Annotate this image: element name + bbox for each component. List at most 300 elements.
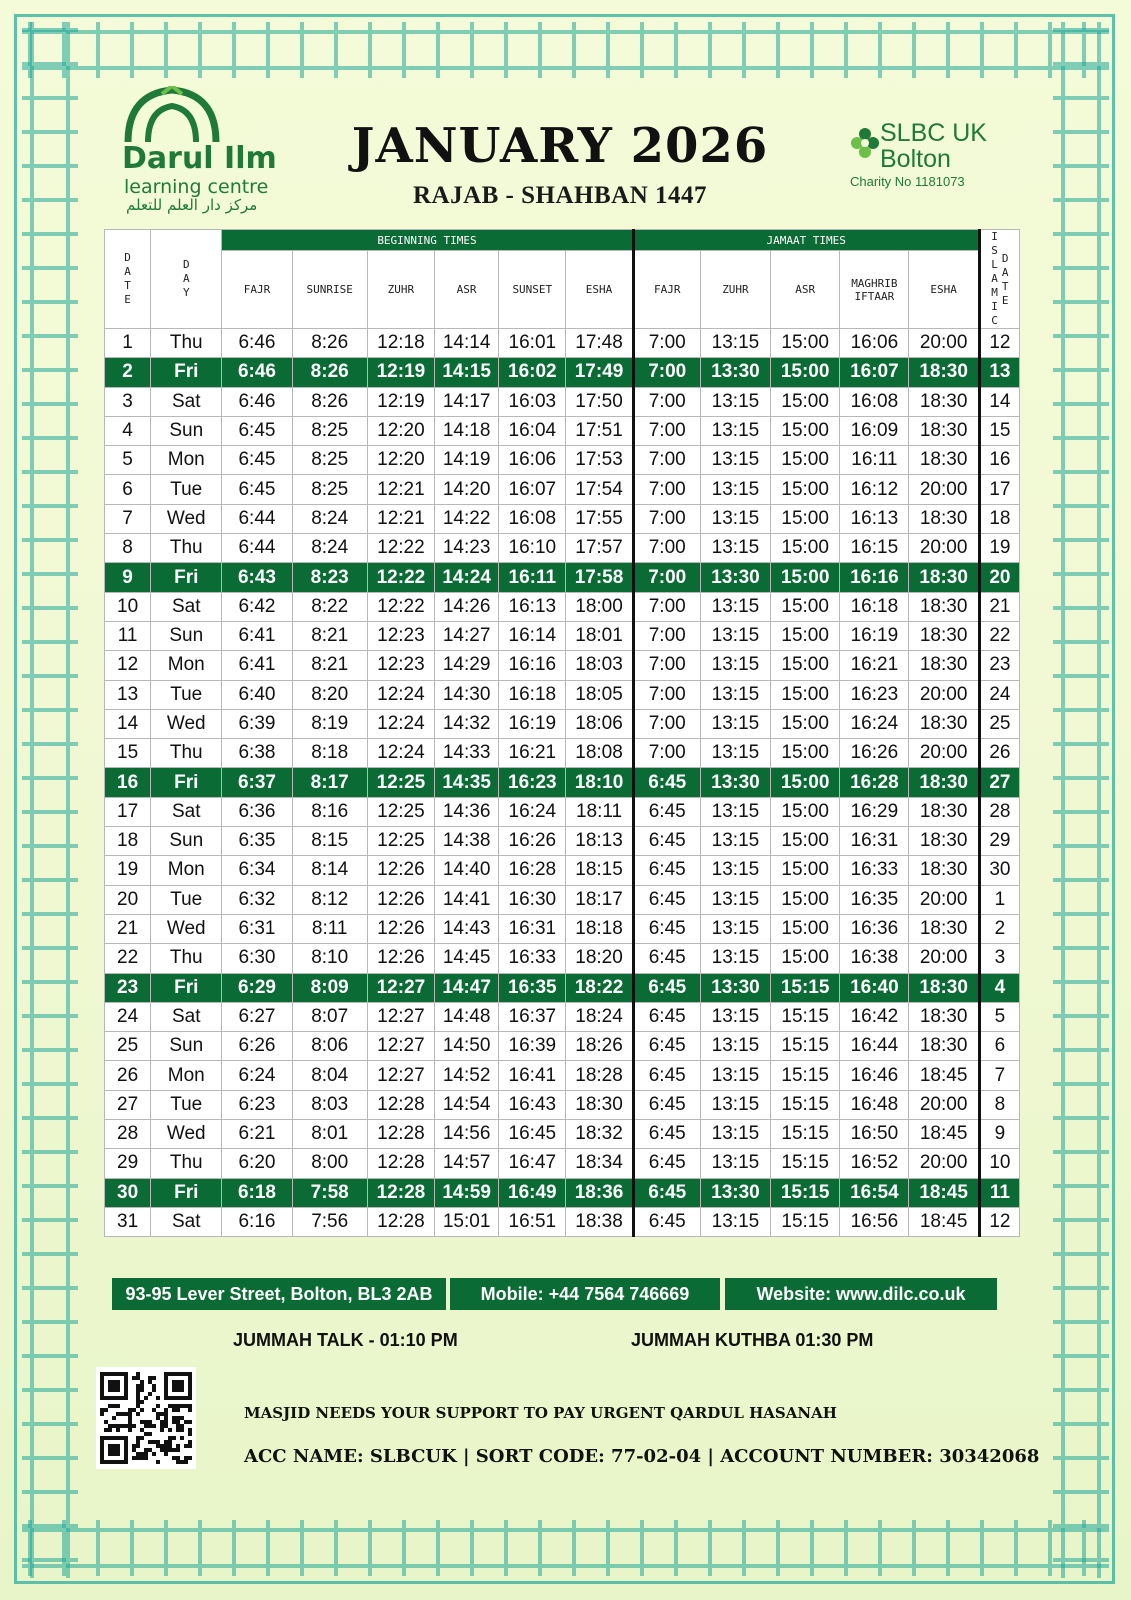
table-cell: 5: [105, 446, 151, 475]
table-cell: 14:47: [435, 973, 499, 1002]
group-header-beginning: BEGINNING TIMES: [222, 230, 633, 251]
table-cell: 16:14: [499, 621, 566, 650]
table-cell: Tue: [151, 885, 222, 914]
table-cell: 13: [105, 680, 151, 709]
table-cell: 8:10: [292, 944, 367, 973]
table-cell: Fri: [151, 1178, 222, 1207]
table-cell: 7:56: [292, 1207, 367, 1236]
table-cell: 28: [979, 797, 1019, 826]
table-cell: 16:48: [840, 1090, 909, 1119]
table-cell: 16:23: [499, 768, 566, 797]
table-cell: 8:25: [292, 475, 367, 504]
table-cell: 14:15: [435, 358, 499, 387]
table-cell: 6:45: [633, 885, 700, 914]
table-cell: Wed: [151, 504, 222, 533]
table-cell: 18:28: [566, 1061, 633, 1090]
table-cell: 18:17: [566, 885, 633, 914]
table-cell: 16:21: [499, 739, 566, 768]
table-cell: 18:30: [909, 504, 979, 533]
table-cell: 16:38: [840, 944, 909, 973]
table-row: [105, 1120, 1020, 1149]
table-cell: 12:19: [367, 387, 434, 416]
table-cell: 14:36: [435, 797, 499, 826]
table-row: [105, 914, 1020, 943]
table-cell: 12:18: [367, 329, 434, 358]
table-cell: 27: [105, 1090, 151, 1119]
table-cell: 14:40: [435, 856, 499, 885]
table-cell: 7:00: [633, 621, 700, 650]
table-cell: 12:27: [367, 973, 434, 1002]
table-cell: 16:21: [840, 651, 909, 680]
table-cell: 14:27: [435, 621, 499, 650]
table-cell: 16:16: [840, 563, 909, 592]
table-cell: 6:45: [633, 944, 700, 973]
table-cell: 13:15: [700, 534, 770, 563]
arch-logo-icon: [122, 86, 222, 144]
table-cell: 7:00: [633, 475, 700, 504]
table-cell: 18:26: [566, 1032, 633, 1061]
table-cell: 6:45: [633, 914, 700, 943]
table-cell: 6:26: [222, 1032, 292, 1061]
table-cell: Fri: [151, 358, 222, 387]
table-cell: 6:44: [222, 534, 292, 563]
table-cell: 16:41: [499, 1061, 566, 1090]
table-cell: 6:29: [222, 973, 292, 1002]
table-row: [105, 563, 1020, 592]
table-cell: 16:06: [499, 446, 566, 475]
table-row: [105, 1207, 1020, 1236]
table-cell: 16:06: [840, 329, 909, 358]
table-cell: 16:54: [840, 1178, 909, 1207]
table-cell: 27: [979, 768, 1019, 797]
table-cell: 18:45: [909, 1120, 979, 1149]
table-cell: 14:32: [435, 709, 499, 738]
table-cell: 7:00: [633, 709, 700, 738]
table-cell: 6:23: [222, 1090, 292, 1119]
table-row: [105, 944, 1020, 973]
table-cell: 6:43: [222, 563, 292, 592]
table-cell: 12:24: [367, 739, 434, 768]
table-cell: 11: [105, 621, 151, 650]
table-cell: 14:22: [435, 504, 499, 533]
table-cell: 15:00: [771, 504, 840, 533]
table-cell: 15:15: [771, 1032, 840, 1061]
table-cell: 14:41: [435, 885, 499, 914]
table-cell: 2: [105, 358, 151, 387]
col-header-beginning-esha: ESHA: [566, 251, 633, 329]
table-cell: 16:31: [840, 827, 909, 856]
table-cell: 5: [979, 1002, 1019, 1031]
website-link[interactable]: Website: www.dilc.co.uk: [725, 1278, 997, 1310]
appeal-text: MASJID NEEDS YOUR SUPPORT TO PAY URGENT QARDUL HASANAH: [244, 1404, 837, 1422]
table-cell: 18:30: [909, 621, 979, 650]
org-line-2: Bolton: [880, 145, 951, 173]
table-cell: 16:26: [499, 827, 566, 856]
table-cell: 16:23: [840, 680, 909, 709]
table-cell: 12:25: [367, 768, 434, 797]
table-cell: 18:45: [909, 1061, 979, 1090]
table-cell: 15:00: [771, 475, 840, 504]
table-cell: 6:46: [222, 387, 292, 416]
table-cell: Tue: [151, 680, 222, 709]
table-cell: 15:00: [771, 358, 840, 387]
table-cell: 6:20: [222, 1149, 292, 1178]
table-cell: 16:45: [499, 1120, 566, 1149]
table-cell: 15:00: [771, 827, 840, 856]
table-cell: 14:48: [435, 1002, 499, 1031]
table-cell: 14:20: [435, 475, 499, 504]
table-cell: Sun: [151, 827, 222, 856]
table-cell: 16:51: [499, 1207, 566, 1236]
table-cell: 8:04: [292, 1061, 367, 1090]
jummah-kuthba: JUMMAH KUTHBA 01:30 PM: [631, 1330, 874, 1350]
table-cell: 12:27: [367, 1032, 434, 1061]
table-cell: 18: [979, 504, 1019, 533]
table-cell: 7:00: [633, 680, 700, 709]
table-cell: 17:58: [566, 563, 633, 592]
table-cell: 8:07: [292, 1002, 367, 1031]
table-cell: 15:00: [771, 651, 840, 680]
table-cell: 14:23: [435, 534, 499, 563]
table-cell: 7:00: [633, 446, 700, 475]
table-cell: 15:15: [771, 1061, 840, 1090]
table-cell: 18:38: [566, 1207, 633, 1236]
table-cell: 7: [979, 1061, 1019, 1090]
table-row: [105, 1090, 1020, 1119]
table-cell: 20:00: [909, 944, 979, 973]
table-cell: 6:45: [222, 475, 292, 504]
table-cell: 6:45: [222, 416, 292, 445]
table-cell: 7:00: [633, 563, 700, 592]
table-cell: Thu: [151, 739, 222, 768]
col-header-day: D A Y: [151, 230, 222, 329]
table-cell: 15:00: [771, 739, 840, 768]
table-cell: 20:00: [909, 329, 979, 358]
table-row: [105, 621, 1020, 650]
hijri-months: RAJAB - SHAHBAN 1447: [412, 182, 708, 209]
table-cell: 8:15: [292, 827, 367, 856]
table-cell: 6:34: [222, 856, 292, 885]
table-cell: 18:45: [909, 1178, 979, 1207]
table-cell: 16:24: [840, 709, 909, 738]
table-cell: 15:00: [771, 621, 840, 650]
table-row: [105, 446, 1020, 475]
table-cell: 8:25: [292, 416, 367, 445]
table-row: [105, 416, 1020, 445]
table-cell: 17:57: [566, 534, 633, 563]
table-cell: 29: [105, 1149, 151, 1178]
table-cell: 22: [105, 944, 151, 973]
table-cell: 8:24: [292, 534, 367, 563]
table-cell: 6:45: [633, 1178, 700, 1207]
table-cell: 18:18: [566, 914, 633, 943]
table-cell: 14:18: [435, 416, 499, 445]
table-cell: Fri: [151, 563, 222, 592]
table-cell: 18:20: [566, 944, 633, 973]
table-cell: 6:45: [633, 973, 700, 1002]
table-cell: 7:00: [633, 651, 700, 680]
table-cell: Wed: [151, 914, 222, 943]
table-cell: 4: [105, 416, 151, 445]
table-cell: 13:15: [700, 1120, 770, 1149]
table-cell: 13:15: [700, 709, 770, 738]
table-cell: 16:35: [840, 885, 909, 914]
bank-details: ACC NAME: SLBCUK | SORT CODE: 77-02-04 | ACCOUNT NUMBER: 30342068: [244, 1446, 1040, 1467]
logo-subtitle: learning centre: [124, 176, 269, 198]
table-cell: 14:26: [435, 592, 499, 621]
table-cell: 18:30: [566, 1090, 633, 1119]
table-cell: 12:20: [367, 446, 434, 475]
table-cell: 12:27: [367, 1002, 434, 1031]
table-cell: 16:03: [499, 387, 566, 416]
table-cell: 18:10: [566, 768, 633, 797]
table-cell: 7:00: [633, 504, 700, 533]
table-cell: 14:35: [435, 768, 499, 797]
table-cell: 18:30: [909, 797, 979, 826]
table-cell: 13:15: [700, 944, 770, 973]
table-row: [105, 475, 1020, 504]
table-cell: 18:22: [566, 973, 633, 1002]
table-cell: 12:28: [367, 1149, 434, 1178]
table-cell: Mon: [151, 1061, 222, 1090]
table-cell: 13:15: [700, 1149, 770, 1178]
table-cell: 18:03: [566, 651, 633, 680]
table-cell: 18:30: [909, 914, 979, 943]
table-cell: 16:43: [499, 1090, 566, 1119]
table-cell: 14:43: [435, 914, 499, 943]
darul-ilm-logo: [120, 86, 290, 216]
table-cell: 14:24: [435, 563, 499, 592]
table-cell: 16:33: [499, 944, 566, 973]
table-row: [105, 885, 1020, 914]
table-cell: 15:00: [771, 856, 840, 885]
table-cell: 18:34: [566, 1149, 633, 1178]
table-cell: 17:54: [566, 475, 633, 504]
flower-logo-icon: [850, 126, 880, 160]
table-cell: 13:15: [700, 680, 770, 709]
table-cell: 16:26: [840, 739, 909, 768]
table-cell: 12:19: [367, 358, 434, 387]
table-cell: 12:22: [367, 534, 434, 563]
table-cell: 12:24: [367, 709, 434, 738]
table-cell: 8:21: [292, 651, 367, 680]
table-cell: 31: [105, 1207, 151, 1236]
table-cell: 16:16: [499, 651, 566, 680]
mobile-box[interactable]: Mobile: +44 7564 746669: [450, 1278, 720, 1310]
table-cell: 13:15: [700, 1090, 770, 1119]
table-cell: 8:26: [292, 358, 367, 387]
table-cell: 10: [105, 592, 151, 621]
table-row: [105, 1149, 1020, 1178]
table-cell: 6:27: [222, 1002, 292, 1031]
table-cell: Sat: [151, 592, 222, 621]
table-cell: 24: [979, 680, 1019, 709]
table-cell: 16:50: [840, 1120, 909, 1149]
table-cell: 8:26: [292, 329, 367, 358]
table-cell: 15:00: [771, 534, 840, 563]
table-cell: 15:00: [771, 709, 840, 738]
table-cell: 6:45: [633, 1149, 700, 1178]
table-cell: 16:02: [499, 358, 566, 387]
table-cell: 13:15: [700, 1002, 770, 1031]
col-header-jamaat-fajr: FAJR: [633, 251, 700, 329]
table-cell: 19: [979, 534, 1019, 563]
table-cell: 6:45: [633, 827, 700, 856]
table-cell: 18:45: [909, 1207, 979, 1236]
table-cell: 13:30: [700, 973, 770, 1002]
table-cell: 8: [105, 534, 151, 563]
table-cell: 14:14: [435, 329, 499, 358]
table-cell: 17: [105, 797, 151, 826]
table-cell: 25: [979, 709, 1019, 738]
table-cell: 16:29: [840, 797, 909, 826]
table-cell: 8:11: [292, 914, 367, 943]
table-cell: 16:49: [499, 1178, 566, 1207]
table-cell: 13:15: [700, 592, 770, 621]
table-cell: 18:30: [909, 651, 979, 680]
table-cell: 18: [105, 827, 151, 856]
table-cell: 18:00: [566, 592, 633, 621]
table-cell: 20:00: [909, 885, 979, 914]
table-cell: 18:30: [909, 709, 979, 738]
table-cell: 8:14: [292, 856, 367, 885]
table-cell: 20: [979, 563, 1019, 592]
table-cell: 7: [105, 504, 151, 533]
table-cell: Mon: [151, 446, 222, 475]
table-cell: 3: [105, 387, 151, 416]
table-row: [105, 651, 1020, 680]
table-cell: 14:57: [435, 1149, 499, 1178]
table-row: [105, 387, 1020, 416]
table-cell: 16:09: [840, 416, 909, 445]
table-cell: 16:18: [840, 592, 909, 621]
jummah-talk: JUMMAH TALK - 01:10 PM: [233, 1330, 458, 1350]
table-cell: 16:19: [499, 709, 566, 738]
table-cell: 30: [105, 1178, 151, 1207]
table-cell: 15:00: [771, 563, 840, 592]
table-cell: 16:37: [499, 1002, 566, 1031]
table-cell: 13:15: [700, 651, 770, 680]
table-row: [105, 768, 1020, 797]
table-cell: 6: [979, 1032, 1019, 1061]
table-cell: 10: [979, 1149, 1019, 1178]
table-cell: 6:45: [633, 856, 700, 885]
table-cell: 17:49: [566, 358, 633, 387]
table-cell: 6:16: [222, 1207, 292, 1236]
table-cell: 12:25: [367, 797, 434, 826]
table-cell: 14:30: [435, 680, 499, 709]
col-header-beginning-sunset: SUNSET: [499, 251, 566, 329]
address-box: 93-95 Lever Street, Bolton, BL3 2AB: [112, 1278, 446, 1310]
col-header-jamaat-asr: ASR: [771, 251, 840, 329]
table-cell: Sat: [151, 1002, 222, 1031]
table-cell: 18:30: [909, 827, 979, 856]
table-cell: 12:26: [367, 944, 434, 973]
table-cell: 8:09: [292, 973, 367, 1002]
table-cell: 16:08: [840, 387, 909, 416]
table-row: [105, 1178, 1020, 1207]
table-cell: Fri: [151, 973, 222, 1002]
table-cell: 21: [979, 592, 1019, 621]
table-cell: 13:15: [700, 885, 770, 914]
table-cell: 6: [105, 475, 151, 504]
table-cell: 12:23: [367, 651, 434, 680]
table-cell: 16:28: [840, 768, 909, 797]
table-cell: 13:15: [700, 1207, 770, 1236]
table-cell: Thu: [151, 534, 222, 563]
table-cell: 4: [979, 973, 1019, 1002]
page-title: JANUARY 2026: [351, 118, 769, 174]
table-cell: 16:01: [499, 329, 566, 358]
table-cell: 15:15: [771, 1149, 840, 1178]
table-cell: 8:03: [292, 1090, 367, 1119]
table-cell: 13:15: [700, 827, 770, 856]
table-cell: Fri: [151, 768, 222, 797]
table-cell: Thu: [151, 329, 222, 358]
table-cell: 7:00: [633, 534, 700, 563]
col-header-beginning-asr: ASR: [435, 251, 499, 329]
table-cell: 15:00: [771, 446, 840, 475]
table-cell: 18:06: [566, 709, 633, 738]
table-cell: 9: [105, 563, 151, 592]
table-cell: Wed: [151, 1120, 222, 1149]
table-cell: 20:00: [909, 680, 979, 709]
table-cell: 13:15: [700, 504, 770, 533]
table-cell: 17:48: [566, 329, 633, 358]
table-cell: 16:44: [840, 1032, 909, 1061]
table-cell: 8:25: [292, 446, 367, 475]
logo-arabic-text: مركز دار العلم للتعلم: [126, 196, 258, 214]
table-cell: 16:07: [840, 358, 909, 387]
table-cell: 13:15: [700, 416, 770, 445]
table-cell: 16:39: [499, 1032, 566, 1061]
table-cell: 18:30: [909, 387, 979, 416]
table-cell: 7:00: [633, 592, 700, 621]
table-cell: 6:45: [633, 797, 700, 826]
table-cell: 6:45: [633, 768, 700, 797]
table-cell: 18:30: [909, 768, 979, 797]
table-row: [105, 680, 1020, 709]
table-cell: 8:16: [292, 797, 367, 826]
table-cell: 12:21: [367, 475, 434, 504]
table-cell: 15:00: [771, 416, 840, 445]
table-cell: 12:27: [367, 1061, 434, 1090]
table-cell: 6:46: [222, 358, 292, 387]
table-cell: 18:36: [566, 1178, 633, 1207]
table-cell: 14:56: [435, 1120, 499, 1149]
table-cell: 16:18: [499, 680, 566, 709]
table-cell: 15:00: [771, 592, 840, 621]
table-cell: 15:00: [771, 768, 840, 797]
table-cell: 6:45: [222, 446, 292, 475]
table-cell: 24: [105, 1002, 151, 1031]
qr-code-icon[interactable]: [96, 1367, 196, 1469]
charity-number: Charity No 1181073: [850, 174, 965, 189]
table-row: [105, 709, 1020, 738]
table-cell: 15:00: [771, 329, 840, 358]
table-cell: 13: [979, 358, 1019, 387]
col-header-islamic-date: I S L A M I C D A T E: [979, 230, 1019, 329]
table-cell: 8:24: [292, 504, 367, 533]
table-cell: 16:52: [840, 1149, 909, 1178]
table-cell: 7:00: [633, 387, 700, 416]
table-cell: 22: [979, 621, 1019, 650]
table-cell: 13:15: [700, 1032, 770, 1061]
table-cell: 15:15: [771, 1002, 840, 1031]
table-cell: Mon: [151, 856, 222, 885]
table-cell: 14:50: [435, 1032, 499, 1061]
table-cell: 18:11: [566, 797, 633, 826]
